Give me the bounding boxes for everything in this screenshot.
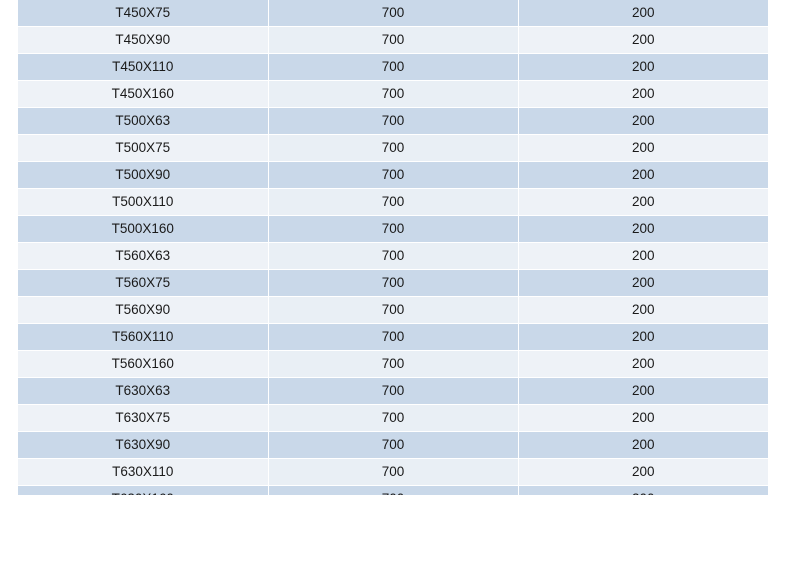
cell-value-b: 700 <box>268 216 518 243</box>
cell-value-c: 200 <box>518 324 768 351</box>
cell-value-b: 700 <box>268 270 518 297</box>
table-row <box>18 81 768 108</box>
cell-value-b: 700 <box>268 378 518 405</box>
table-row <box>18 405 768 432</box>
cell-value-b: 700 <box>268 81 518 108</box>
cell-model: T450X110 <box>18 54 268 81</box>
cell-value-c: 200 <box>518 189 768 216</box>
table-row <box>18 378 768 405</box>
table-row <box>18 108 768 135</box>
cell-value-c: 200 <box>518 243 768 270</box>
cell-model: T630X75 <box>18 405 268 432</box>
cell-model: T630X110 <box>18 459 268 486</box>
table-row <box>18 459 768 486</box>
table-row <box>18 297 768 324</box>
table-row <box>18 135 768 162</box>
table-row <box>18 243 768 270</box>
table-row <box>18 351 768 378</box>
cell-value-b: 700 <box>268 324 518 351</box>
cell-model: T500X63 <box>18 108 268 135</box>
cell-value-b: 700 <box>268 108 518 135</box>
cell-value-c: 200 <box>518 432 768 459</box>
spec-table-container <box>18 0 768 513</box>
cell-value-b: 700 <box>268 243 518 270</box>
table-row <box>18 162 768 189</box>
spec-table-body <box>18 0 768 513</box>
cell-value-c: 200 <box>518 108 768 135</box>
page-footer-blank <box>0 495 790 569</box>
cell-value-c: 200 <box>518 54 768 81</box>
cell-value-b: 700 <box>268 54 518 81</box>
table-row <box>18 27 768 54</box>
cell-value-c: 200 <box>518 297 768 324</box>
cell-value-b: 700 <box>268 459 518 486</box>
cell-model: T450X160 <box>18 81 268 108</box>
cell-value-c: 200 <box>518 135 768 162</box>
cell-value-c: 200 <box>518 27 768 54</box>
cell-value-c: 200 <box>518 459 768 486</box>
cell-model: T450X75 <box>18 0 268 27</box>
cell-value-b: 700 <box>268 162 518 189</box>
table-row <box>18 270 768 297</box>
cell-value-c: 200 <box>518 405 768 432</box>
cell-value-b: 700 <box>268 27 518 54</box>
cell-model: T630X90 <box>18 432 268 459</box>
cell-value-b: 700 <box>268 405 518 432</box>
table-row <box>18 0 768 27</box>
cell-model: T500X90 <box>18 162 268 189</box>
cell-value-b: 700 <box>268 189 518 216</box>
cell-value-c: 200 <box>518 270 768 297</box>
cell-value-b: 700 <box>268 351 518 378</box>
cell-value-c: 200 <box>518 162 768 189</box>
cell-value-c: 200 <box>518 351 768 378</box>
cell-model: T450X90 <box>18 27 268 54</box>
table-row <box>18 189 768 216</box>
cell-model: T500X160 <box>18 216 268 243</box>
cell-model: T560X90 <box>18 297 268 324</box>
cell-model: T500X75 <box>18 135 268 162</box>
cell-value-c: 200 <box>518 378 768 405</box>
table-row <box>18 432 768 459</box>
table-row <box>18 216 768 243</box>
cell-model: T500X110 <box>18 189 268 216</box>
cell-value-b: 700 <box>268 297 518 324</box>
cell-value-c: 200 <box>518 81 768 108</box>
cell-model: T560X110 <box>18 324 268 351</box>
table-row <box>18 54 768 81</box>
cell-model: T630X63 <box>18 378 268 405</box>
cell-model: T560X75 <box>18 270 268 297</box>
table-row <box>18 324 768 351</box>
cell-value-b: 700 <box>268 135 518 162</box>
cell-value-b: 700 <box>268 432 518 459</box>
cell-value-b: 700 <box>268 0 518 27</box>
cell-model: T560X160 <box>18 351 268 378</box>
cell-value-c: 200 <box>518 216 768 243</box>
cell-value-c: 200 <box>518 0 768 27</box>
cell-model: T560X63 <box>18 243 268 270</box>
spec-table <box>18 0 768 513</box>
